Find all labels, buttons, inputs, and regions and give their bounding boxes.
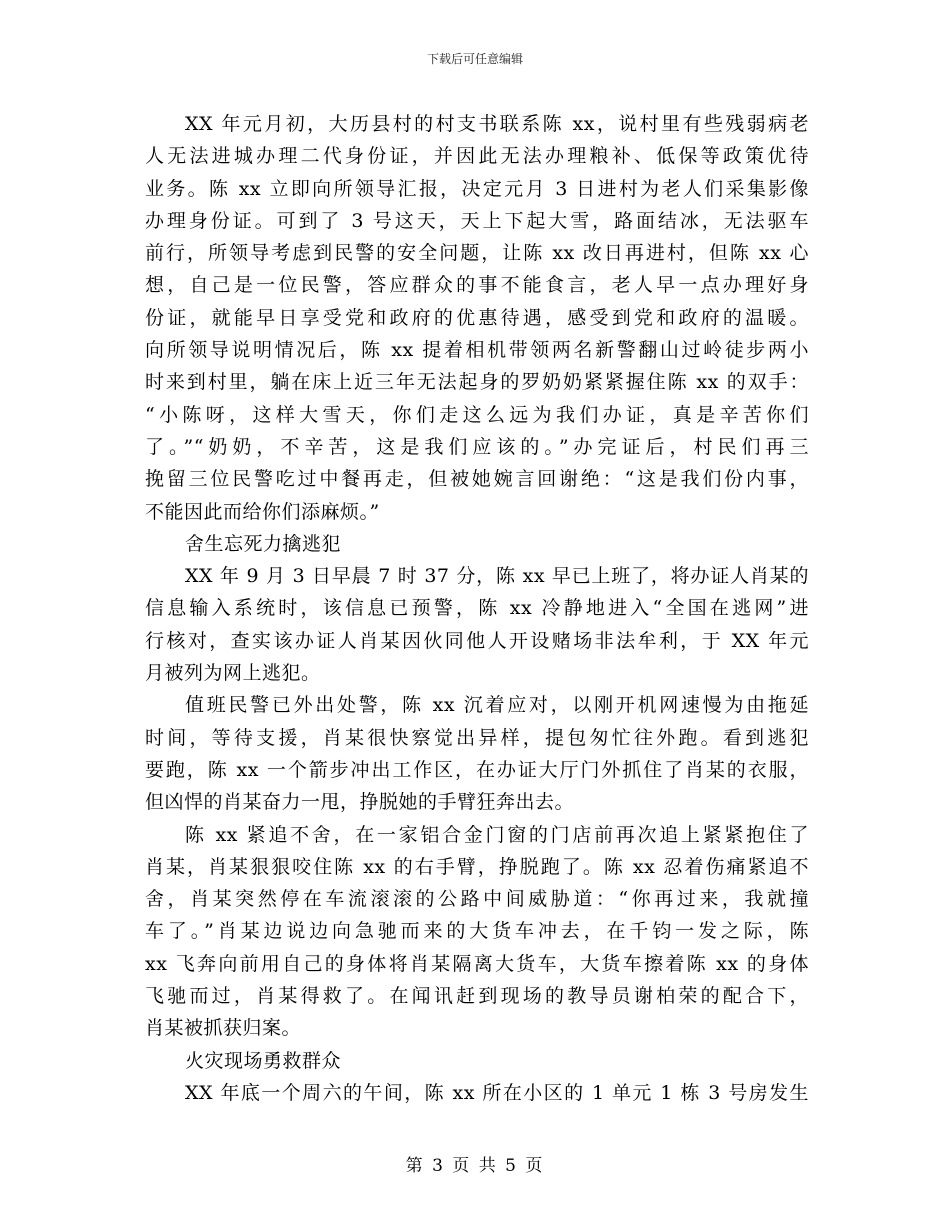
page-header: 下载后可任意编辑 xyxy=(426,52,523,66)
paragraph-line: “小陈呀，这样大雪天，你们走这么远为我们办证，真是辛苦你们 xyxy=(145,403,809,426)
paragraph-line: 想，自己是一位民警，答应群众的事不能食言，老人早一点办理好身 xyxy=(145,274,809,297)
section-heading: 舍生忘死力擒逃犯 xyxy=(185,532,342,555)
paragraph-line: XX 年元月初，大历县村的村支书联系陈 xx，说村里有些残弱病老 xyxy=(185,113,809,135)
paragraph-line: 肖某，肖某狠狠咬住陈 xx 的右手臂，挣脱跑了。陈 xx 忍着伤痛紧追不 xyxy=(145,855,809,878)
paragraph-line: 车了。”肖某边说边向急驰而来的大货车冲去，在千钧一发之际，陈 xyxy=(145,920,809,943)
paragraph-line: 份证，就能早日享受党和政府的优惠待遇，感受到党和政府的温暖。 xyxy=(145,306,809,329)
paragraph-line: 信息输入系统时，该信息已预警，陈 xx 冷静地进入“全国在逃网”进 xyxy=(145,597,809,620)
document-body xyxy=(145,108,809,1109)
paragraph-line: 舍，肖某突然停在车流滚滚的公路中间威胁道：“你再过来，我就撞 xyxy=(145,888,809,911)
paragraph-line: 但凶悍的肖某奋力一甩，挣脱她的手臂狂奔出去。 xyxy=(145,791,575,814)
paragraph-line: 人无法进城办理二代身份证，并因此无法办理粮补、低保等政策优待 xyxy=(145,145,809,168)
paragraph-line: XX 年底一个周六的午间，陈 xx 所在小区的 1 单元 1 栋 3 号房发生 xyxy=(185,1081,809,1104)
page-number: 第 3 页 共 5 页 xyxy=(405,1156,545,1176)
paragraph-line: 挽留三位民警吃过中餐再走，但被她婉言回谢绝：“这是我们份内事， xyxy=(145,468,809,491)
paragraph-line: 时间，等待支援，肖某很快察觉出异样，提包匆忙往外跑。看到逃犯 xyxy=(145,726,809,749)
paragraph-line: 不能因此而给你们添麻烦。” xyxy=(145,500,380,523)
paragraph-line: 了。”“奶奶，不辛苦，这是我们应该的。”办完证后，村民们再三 xyxy=(145,435,809,458)
paragraph-line: XX 年 9 月 3 日早晨 7 时 37 分，陈 xx 早已上班了，将办证人肖某的 xyxy=(185,565,809,588)
paragraph-line: 飞驰而过，肖某得救了。在闻讯赶到现场的教导员谢柏荣的配合下， xyxy=(145,985,809,1008)
paragraph-line: 要跑，陈 xx 一个箭步冲出工作区，在办证大厅门外抓住了肖某的衣服， xyxy=(145,758,809,781)
paragraph-line: 行核对，查实该办证人肖某因伙同他人开设赌场非法牟利，于 XX 年元 xyxy=(145,629,809,652)
paragraph-line: 肖某被抓获归案。 xyxy=(145,1017,302,1040)
paragraph-line: 办理身份证。可到了 3 号这天，天上下起大雪，路面结冰，无法驱车 xyxy=(145,209,809,232)
paragraph-line: 值班民警已外出处警，陈 xx 沉着应对，以刚开机网速慢为由拖延 xyxy=(185,694,809,717)
section-heading: 火灾现场勇救群众 xyxy=(185,1049,342,1072)
paragraph-line: 前行，所领导考虑到民警的安全问题，让陈 xx 改日再进村，但陈 xx 心 xyxy=(145,242,809,265)
paragraph-line: 向所领导说明情况后，陈 xx 提着相机带领两名新警翻山过岭徒步两小 xyxy=(145,339,809,362)
paragraph-line: 月被列为网上逃犯。 xyxy=(145,662,321,685)
paragraph-line: 业务。陈 xx 立即向所领导汇报，决定元月 3 日进村为老人们采集影像 xyxy=(145,177,809,200)
paragraph-line: xx 飞奔向前用自己的身体将肖某隔离大货车，大货车擦着陈 xx 的身体 xyxy=(145,952,809,975)
paragraph-line: 陈 xx 紧追不舍，在一家铝合金门窗的门店前再次追上紧紧抱住了 xyxy=(185,823,809,846)
paragraph-line: 时来到村里，躺在床上近三年无法起身的罗奶奶紧紧握住陈 xx 的双手： xyxy=(145,371,809,394)
